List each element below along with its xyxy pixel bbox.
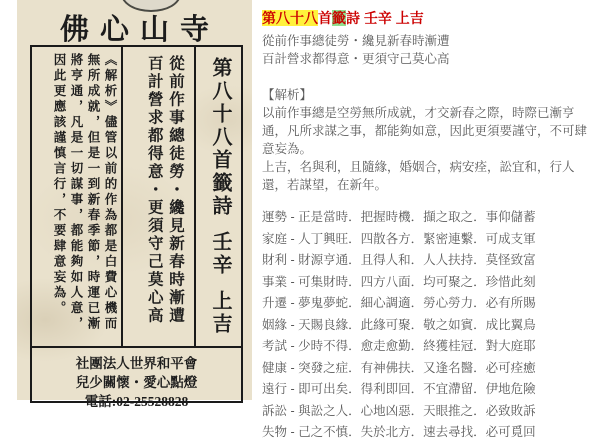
highlighted-lot-char: 籤 <box>332 10 346 26</box>
title-mid-text: 首 <box>318 10 332 26</box>
summary-paragraph: 上吉，名與利，且隨緣，婚姻合，病安痊，訟宜和，行人還，若謀望，在新年。 <box>262 160 575 192</box>
analysis-label: 【解析】 <box>262 88 313 102</box>
temple-name: 佛心山寺 <box>59 14 220 46</box>
category-line: 升遷 - 夢鬼夢蛇．細心調適．勞心勞力．必有所賜 <box>262 296 536 310</box>
category-line: 姻緣 - 天賜良緣．此緣可聚．敬之如賓．成比翼鳥 <box>262 317 536 332</box>
org-phone: 電話:02-25528828 <box>84 394 189 409</box>
org-info <box>32 348 241 411</box>
slip-frame <box>30 45 243 409</box>
title-rest-text: 詩 壬辛 上吉 <box>346 10 424 26</box>
org-slogan: 兒少關懷・愛心點燈 <box>75 375 198 390</box>
category-line: 健康 - 突發之症．有神佛扶．又逢名醫．必可痊癒 <box>262 360 536 375</box>
category-line: 運勢 - 正是當時．把握時機．擷之取之．事仰儲蓄 <box>262 210 536 224</box>
slip-poem-column-2: 百計營求都得意・更須守己莫心高 <box>145 55 163 325</box>
category-line: 失物 - 己之不慎．失於北方．速去尋找．必可覓回 <box>262 425 536 439</box>
slip-poem-column-1: 從前作事總徒勞・纔見新春時漸遭 <box>167 55 184 325</box>
category-line: 訴訟 - 與訟之人．心地凶惡．天眼推之．必致敗訴 <box>262 403 536 418</box>
slip-stem: 壬辛 <box>209 231 231 277</box>
org-name: 社團法人世界和平會 <box>75 356 198 371</box>
highlighted-slip-number: 第八十八 <box>262 10 318 26</box>
slip-number-title: 第八十八首籤詩 <box>209 57 231 218</box>
slip-poem-section <box>121 47 194 346</box>
slip-analysis-text: 《解析》儘管以前的作為都是白費心機而無所成就，但是一到新春季節，時運已漸將亨通，凡是一切謀事，都能夠如人意，因此更應該謹慎言行，不要肆意妄為。 <box>52 53 117 332</box>
reading-panel <box>262 9 594 444</box>
slip-title-column <box>194 47 241 346</box>
poem-line-2: 百計營求都得意・更須守己莫心高 <box>262 52 450 66</box>
fortune-slip <box>17 0 252 409</box>
category-line: 家庭 - 人丁興旺．四散各方．緊密連繫．可成支軍 <box>262 231 536 246</box>
category-list <box>262 207 594 444</box>
category-line: 事業 - 可集財時．四方八面．均可聚之．珍惜此刻 <box>262 274 536 289</box>
analysis-paragraph: 以前作事總是空勞無所成就，才交新春之際，時際已漸亨通，凡所求謀之事，都能夠如意，因此更須要謹守，不可肆意妄為。 <box>262 106 588 156</box>
category-line: 考試 - 少時不得．愈走愈勤．終獲桂冠．對大庭耶 <box>262 339 536 353</box>
poem-line-1: 從前作事總徒勞・纔見新春時漸遭 <box>262 34 450 48</box>
category-line: 財利 - 財源亨通．且得人和．人人扶持．莫怪致富 <box>262 253 536 267</box>
slip-columns <box>32 47 241 348</box>
category-line: 遠行 - 即可出矣．得利即回．不宜滯留．伊地危險 <box>262 382 536 396</box>
reading-title <box>262 9 594 27</box>
slip-luck-grade: 上吉 <box>209 290 231 336</box>
